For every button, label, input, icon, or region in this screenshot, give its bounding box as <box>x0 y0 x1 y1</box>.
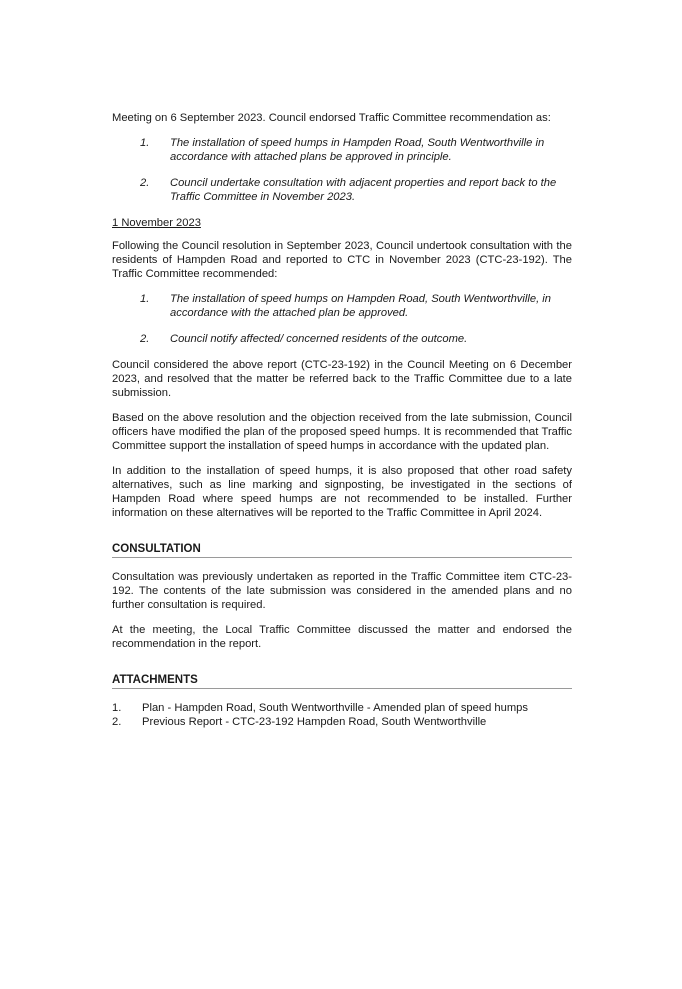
list-text: Council notify affected/ concerned residents of the outcome. <box>170 333 468 345</box>
list-text: The installation of speed humps on Hampden Road, South Wentworthville, in accordance with the attached plan be approved. <box>170 293 552 319</box>
consultation-paragraph: Consultation was previously undertaken as reported in the Traffic Committee item CTC-23-192. The contents of the late submission was considered in the amended plans and no further consultation is required. <box>112 571 572 611</box>
november-recommendations-list <box>112 292 572 346</box>
alternatives-paragraph: In addition to the installation of speed humps, it is also proposed that other road safety alternatives, such as line marking and signposting, be investigated in the sections of Hampden Road where speed humps are not recommended to be installed. Further information on these alternatives will be reported to the Traffic Committee in April 2024. <box>112 465 572 519</box>
consultation-heading: CONSULTATION <box>112 542 572 558</box>
document-body <box>112 111 572 729</box>
list-text: The installation of speed humps in Hampden Road, South Wentworthville in accordance with attached plans be approved in principle. <box>170 137 545 163</box>
modified-plan-paragraph: Based on the above resolution and the objection received from the late submission, Council officers have modified the plan of the proposed speed humps. It is recommended that Traffic Committee support the installation of speed humps in accordance with the updated plan. <box>112 412 572 452</box>
attachments-list <box>112 701 572 729</box>
council-resolution-paragraph: Council considered the above report (CTC-23-192) in the Council Meeting on 6 December 2023, and resolved that the matter be referred back to the Traffic Committee due to a late submission. <box>112 359 572 399</box>
november-paragraph: Following the Council resolution in September 2023, Council undertook consultation with the residents of Hampden Road and reported to CTC in November 2023 (CTC-23-192). The Traffic Committee recommended: <box>112 240 572 280</box>
list-item <box>112 332 572 346</box>
november-date-heading: 1 November 2023 <box>112 217 201 229</box>
september-recommendations-list <box>112 136 572 204</box>
list-item <box>112 136 572 164</box>
attachments-heading: ATTACHMENTS <box>112 673 572 689</box>
intro-paragraph: Meeting on 6 September 2023. Council endorsed Traffic Committee recommendation as: <box>112 112 551 124</box>
list-number: 1. <box>140 293 150 305</box>
list-item <box>112 176 572 204</box>
list-number: 1. <box>140 137 150 149</box>
attachment-item <box>112 715 572 729</box>
attachment-number: 2. <box>112 716 122 728</box>
attachment-title: Previous Report - CTC-23-192 Hampden Road, South Wentworthville <box>142 716 487 728</box>
attachment-number: 1. <box>112 702 122 714</box>
list-number: 2. <box>140 177 150 189</box>
list-item <box>112 292 572 320</box>
meeting-paragraph: At the meeting, the Local Traffic Committee discussed the matter and endorsed the recommendation in the report. <box>112 624 572 650</box>
list-text: Council undertake consultation with adjacent properties and report back to the Traffic Committee in November 2023. <box>170 177 557 203</box>
attachment-item <box>112 701 572 715</box>
attachment-title: Plan - Hampden Road, South Wentworthville - Amended plan of speed humps <box>142 702 528 714</box>
list-number: 2. <box>140 333 150 345</box>
